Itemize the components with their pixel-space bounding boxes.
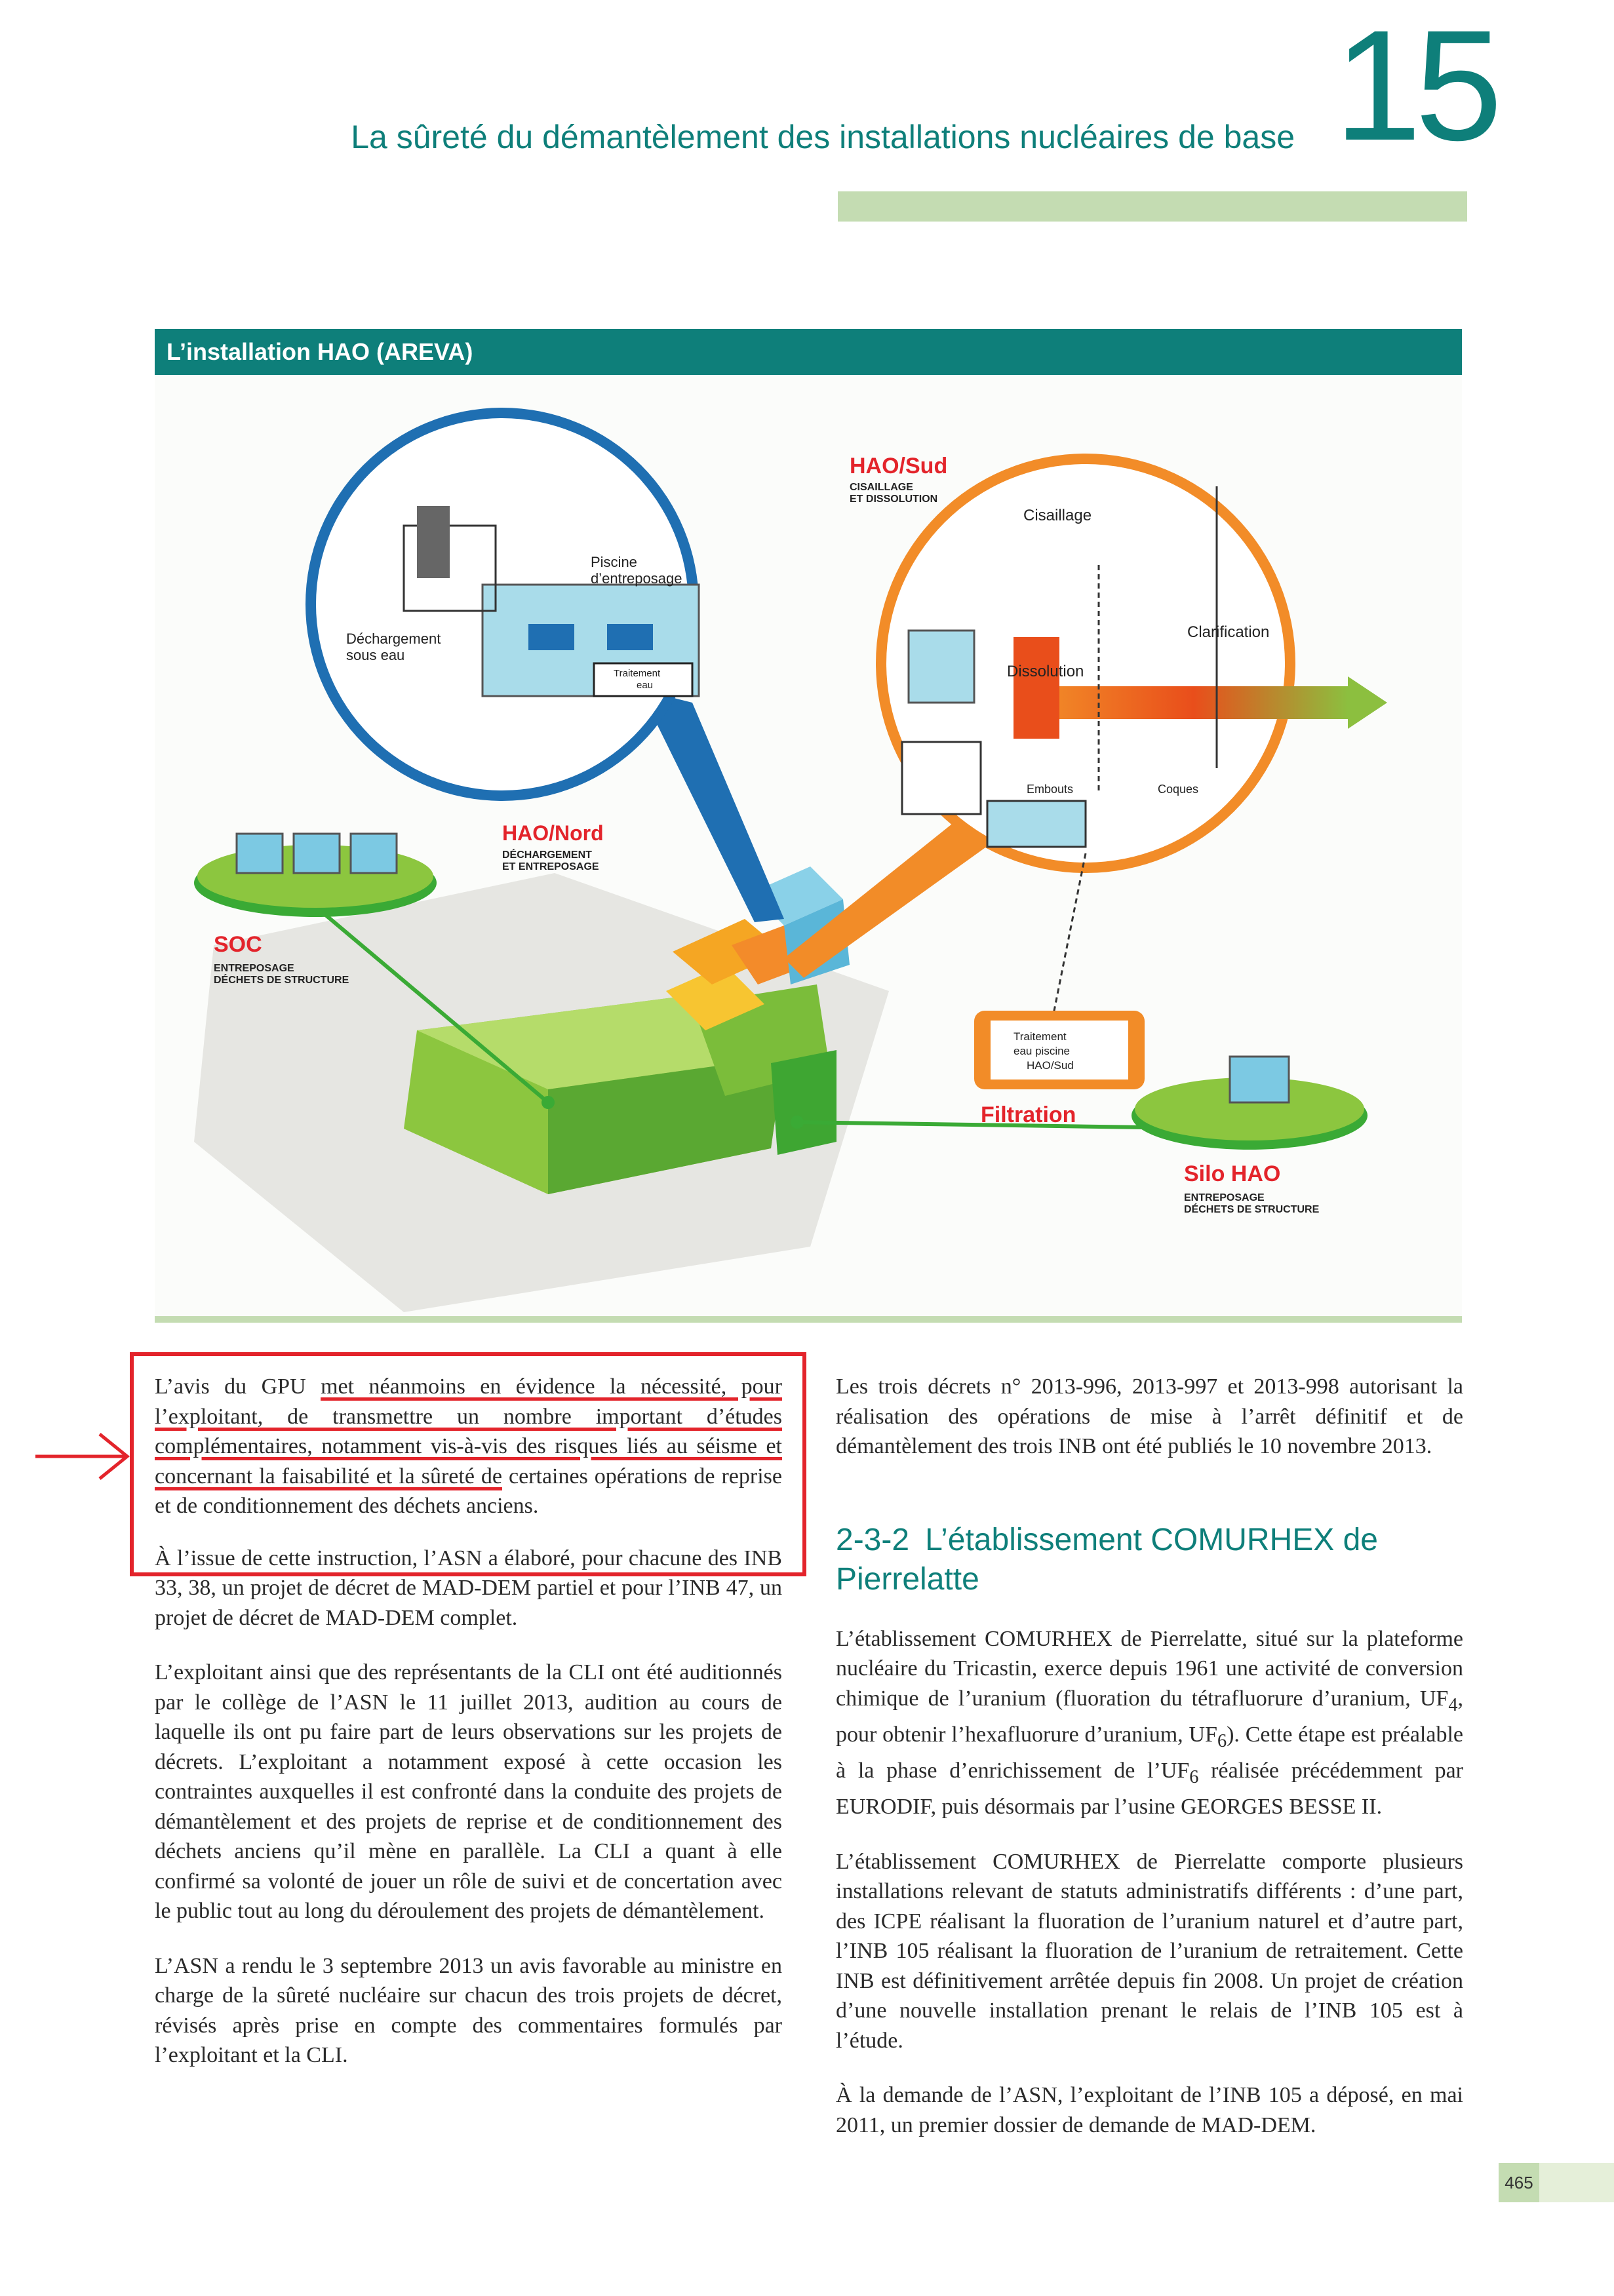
svg-text:ENTREPOSAGE: ENTREPOSAGE bbox=[1184, 1192, 1265, 1203]
box-title: L’installation HAO (AREVA) bbox=[155, 329, 1462, 375]
soc-title: SOC bbox=[214, 932, 262, 957]
annotation-arrow-icon bbox=[34, 1430, 132, 1483]
hao-sud-title: HAO/Sud bbox=[850, 454, 948, 478]
svg-text:DÉCHETS DE STRUCTURE: DÉCHETS DE STRUCTURE bbox=[1184, 1204, 1320, 1215]
chapter-number: 15 bbox=[1334, 0, 1496, 173]
svg-text:Clarification: Clarification bbox=[1187, 623, 1270, 641]
highlighted-text: met néanmoins en évidence la nécessité, pour l’exploitant, de transmettre un nombre important d’études complémentaires, notamment vis-à-vis des risques liés au séisme et concernant la faisabilité et la sûreté de bbox=[155, 1374, 782, 1489]
svg-text:Dissolution: Dissolution bbox=[1007, 663, 1084, 680]
paragraph: L’exploitant ainsi que des représentants de la CLI ont été auditionnés par le collège de l’ASN le 11 juillet 2013, audition au cours de laquelle ils ont pu faire part de leurs observations sur les projets de décrets. L’exploitant a notamment exposé à cette occasion les contraintes auxquelles il est confronté dans la conduite des projets de démantèlement et des projets de reprise et de conditionnement des déchets anciens qu’il mène en parallèle. La CLI a quant à elle confirmé sa volonté de jouer un rôle de suivi et de concertation avec le public tout au long du déroulement des projets de démantèlement. bbox=[155, 1660, 782, 1923]
svg-text:sous eau: sous eau bbox=[346, 647, 405, 663]
silo-platform bbox=[1132, 1057, 1368, 1215]
chapter-title: La sûreté du démantèlement des installations nucléaires de base bbox=[351, 119, 1295, 155]
svg-text:DÉCHETS DE STRUCTURE: DÉCHETS DE STRUCTURE bbox=[214, 975, 349, 986]
hao-nord-title: HAO/Nord bbox=[502, 821, 604, 845]
filtration-title: Filtration bbox=[981, 1102, 1076, 1127]
svg-text:Coques: Coques bbox=[1158, 783, 1199, 796]
paragraph: À la demande de l’ASN, l’exploitant de l’INB 105 a déposé, en mai 2011, un premier dossier de demande de MAD-DEM. bbox=[836, 2083, 1463, 2137]
svg-text:ENTREPOSAGE: ENTREPOSAGE bbox=[214, 963, 294, 974]
hao-diagram bbox=[155, 375, 1462, 1319]
paragraph: L’ASN a rendu le 3 septembre 2013 un avis favorable au ministre en charge de la sûreté nucléaire sur chacun des trois projets de décret, révisés après prise en compte des commentaires formulés par l’exploitant et la CLI. bbox=[155, 1953, 782, 2067]
paragraph: Les trois décrets n° 2013-996, 2013-997 et 2013-998 autorisant la réalisation des opérations de mise à l’arrêt définitif et de démantèlement des trois INB ont été publiés le 10 novembre 2013. bbox=[836, 1374, 1463, 1458]
svg-text:ET ENTREPOSAGE: ET ENTREPOSAGE bbox=[502, 861, 599, 872]
annotation-box bbox=[130, 1352, 806, 1576]
svg-text:eau: eau bbox=[637, 680, 654, 691]
section-heading: 2-3-2 L’établissement COMURHEX de Pierrelatte bbox=[836, 1522, 1378, 1597]
svg-text:Traitement: Traitement bbox=[614, 668, 661, 679]
svg-text:d’entreposage: d’entreposage bbox=[591, 570, 682, 587]
paragraph: À l’issue de cette instruction, l’ASN a élaboré, pour chacune des INB 33, 38, un projet de décret de MAD-DEM partiel et pour l’INB 47, un projet de décret de MAD-DEM complet. bbox=[155, 1546, 782, 1630]
right-column bbox=[836, 1372, 1463, 2165]
svg-text:eau piscine: eau piscine bbox=[1014, 1045, 1071, 1057]
hao-sud-bubble bbox=[784, 454, 1387, 978]
svg-text:CISAILLAGE: CISAILLAGE bbox=[850, 482, 913, 493]
svg-text:Embouts: Embouts bbox=[1027, 783, 1074, 796]
svg-text:DÉCHARGEMENT: DÉCHARGEMENT bbox=[502, 849, 592, 861]
svg-text:ET DISSOLUTION: ET DISSOLUTION bbox=[850, 494, 938, 505]
paragraph: L’établissement COMURHEX de Pierrelatte, situé sur la plateforme nucléaire du Tricastin, exerce depuis 1961 une activité de conversion chimique de l’uranium (fluoration du tétrafluorure d’uranium, $UF_4$, pour obtenir l’hexafluorure d’uranium, $UF_6$). Cette étape est préalable à la phase d’enrichissement de $l’UF_6$ réalisée précédemment par EURODIF, puis désormais par l’usine GEORGES BESSE II. bbox=[836, 1626, 1463, 1819]
paragraph: L’établissement COMURHEX de Pierrelatte comporte plusieurs installations relevant de statuts administratifs différents : d’une part, des ICPE réalisant la fluoration de l’uranium naturel et d’autre part, l’INB 105 réalisant la fluoration de l’uranium de retraitement. Cette INB est définitivement arrêtée depuis fin 2008. Un projet de création d’une nouvelle installation prenant le relais de l’INB 105 est à l’étude. bbox=[836, 1849, 1463, 2053]
svg-text:Déchargement: Déchargement bbox=[346, 631, 441, 647]
svg-text:Cisaillage: Cisaillage bbox=[1023, 507, 1092, 524]
silo-title: Silo HAO bbox=[1184, 1161, 1281, 1186]
header-bar bbox=[838, 191, 1467, 222]
svg-text:HAO/Sud: HAO/Sud bbox=[1027, 1059, 1074, 1072]
paragraph-gpu: L’avis du GPU met néanmoins en évidence la nécessité, pour l’exploitant, de transmettre un nombre important d’études complémentaires, notamment vis-à-vis des risques liés au séisme et concernant la faisabilité et la sûreté de certaines opérations de reprise et de conditionnement des déchets anciens. bbox=[155, 1374, 782, 1518]
svg-text:Traitement: Traitement bbox=[1014, 1030, 1067, 1043]
filtration-box bbox=[974, 853, 1145, 1127]
svg-text:Piscine: Piscine bbox=[591, 554, 637, 570]
page-number-bar bbox=[1539, 2163, 1614, 2202]
page-number: 465 bbox=[1499, 2163, 1539, 2202]
figure-divider bbox=[155, 1316, 1462, 1323]
